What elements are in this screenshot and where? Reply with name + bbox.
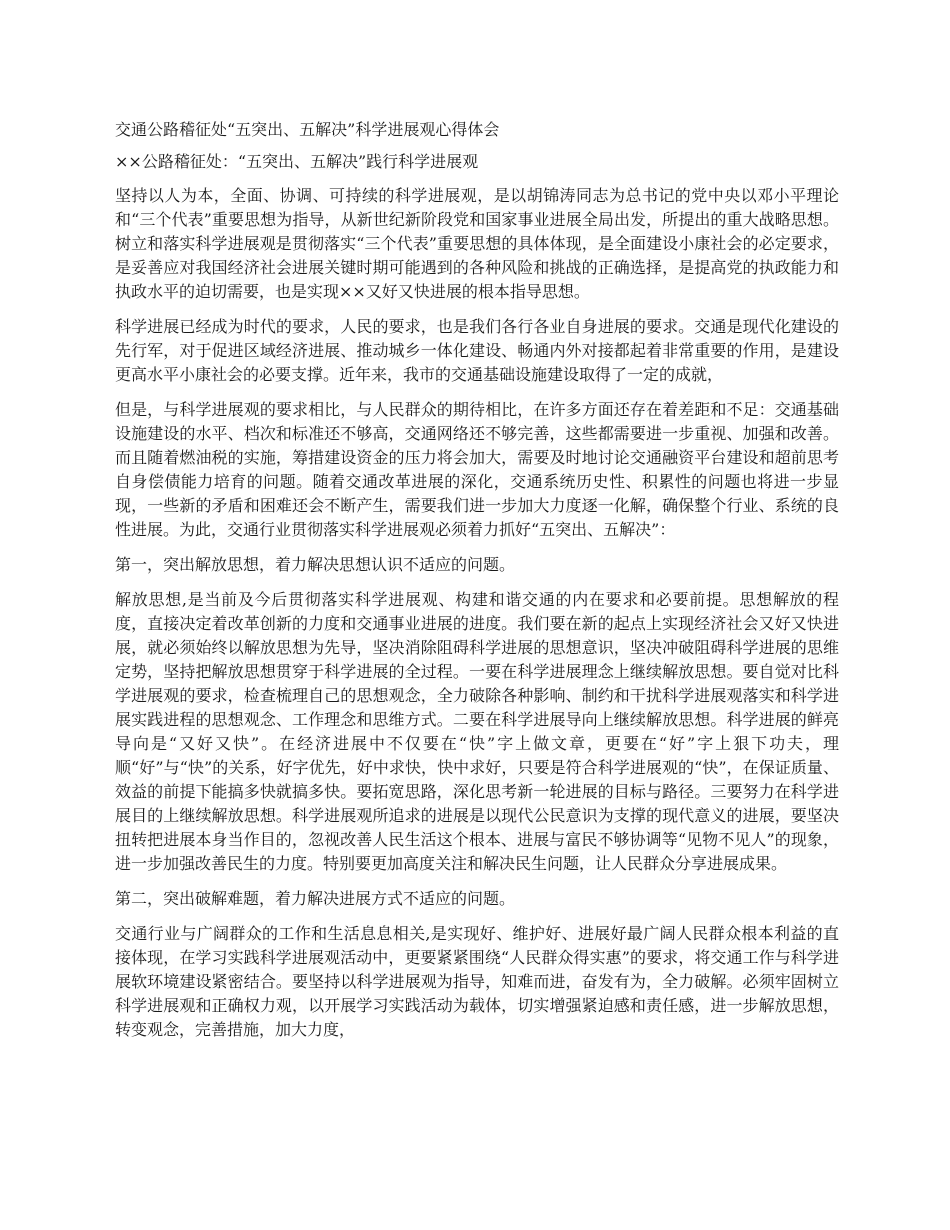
paragraph-first-point: 解放思想,是当前及今后贯彻落实科学进展观、构建和谐交通的内在要求和必要前提。思想解放的程度，直接决定着改革创新的力度和交通事业进展的进度。我们要在新的起点上实现经济社会又好又快进展，就必须始终以解放思想为先导，坚决消除阻碍科学进展的思想意识，坚决冲破阻碍科学进展的思维定势，坚持把解放思想贯穿于科学进展的全过程。一要在科学进展理念上继续解放思想。要自觉对比科学进展观的要求，检查梳理自己的思想观念，全力破除各种影响、制约和干扰科学进展观落实和科学进展实践进程的思想观念、工作理念和思维方式。二要在科学进展导向上继续解放思想。科学进展的鲜亮导向是“又好又快”。在经济进展中不仅要在“快”字上做文章，更要在“好”字上狠下功夫，理顺“好”与“快”的关系，好字优先，好中求快，快中求好，只要是符合科学进展观的“快”，在保证质量、效益的前提下能搞多快就搞多快。要拓宽思路，深化思考新一轮进展的目标与路径。三要努力在科学进展目的上继续解放思想。科学进展观所追求的进展是以现代公民意识为支撑的现代意义的进展，要坚决扭转把进展本身当作目的，忽视改善人民生活这个根本、进展与富民不够协调等“见物不见人”的现象，进一步加强改善民生的力度。特别要更加高度关注和解决民生问题，让人民群众分享进展成果。 xyxy=(115,590,839,873)
paragraph-requirement: 科学进展已经成为时代的要求，人民的要求，也是我们各行各业自身进展的要求。交通是现代化建设的先行军，对于促进区域经济进展、推动城乡一体化建设、畅通内外对接都起着非常重要的作用，是建设更高水平小康社会的必要支撑。近年来，我市的交通基础设施建设取得了一定的成就， xyxy=(115,317,839,384)
paragraph-gaps: 但是，与科学进展观的要求相比，与人民群众的期待相比，在许多方面还存在着差距和不足：交通基础设施建设的水平、档次和标准还不够高，交通网络还不够完善，这些都需要进一步重视、加强和改善。而且随着燃油税的实施，筹措建设资金的压力将会加大，需要及时地讨论交通融资平台建设和超前思考自身偿债能力培育的问题。随着交通改革进展的深化，交通系统历史性、积累性的问题也将进一步显现，一些新的矛盾和困难还会不断产生，需要我们进一步加大力度逐一化解，确保整个行业、系统的良性进展。为此，交通行业贯彻落实科学进展观必须着力抓好“五突出、五解决”： xyxy=(115,400,839,539)
document-page xyxy=(115,118,839,1053)
heading-first-point: 第一，突出解放思想，着力解决思想认识不适应的问题。 xyxy=(115,555,516,574)
heading-second-point: 第二，突出破解难题，着力解决进展方式不适应的问题。 xyxy=(115,889,516,908)
document-subtitle: ××公路稽征处：“五突出、五解决”践行科学进展观 xyxy=(115,152,479,171)
document-title: 交通公路稽征处“五突出、五解决”科学进展观心得体会 xyxy=(115,120,500,139)
paragraph-intro: 坚持以人为本，全面、协调、可持续的科学进展观，是以胡锦涛同志为总书记的党中央以邓小平理论和“三个代表”重要思想为指导，从新世纪新阶段党和国家事业进展全局出发，所提出的重大战略思想。树立和落实科学进展观是贯彻落实“三个代表”重要思想的具体体现，是全面建设小康社会的必定要求，是妥善应对我国经济社会进展关键时期可能遇到的各种风险和挑战的正确选择，是提高党的执政能力和执政水平的迫切需要，也是实现××又好又快进展的根本指导思想。 xyxy=(115,186,839,301)
paragraph-second-point: 交通行业与广阔群众的工作和生活息息相关,是实现好、维护好、进展好最广阔人民群众根本利益的直接体现，在学习实践科学进展观活动中，更要紧紧围绕“人民群众得实惠”的要求，将交通工作与科学进展软环境建设紧密结合。要坚持以科学进展观为指导，知难而进，奋发有为，全力破解。必须牢固树立科学进展观和正确权力观，以开展学习实践活动为载体，切实增强紧迫感和责任感，进一步解放思想，转变观念，完善措施，加大力度， xyxy=(115,924,839,1039)
